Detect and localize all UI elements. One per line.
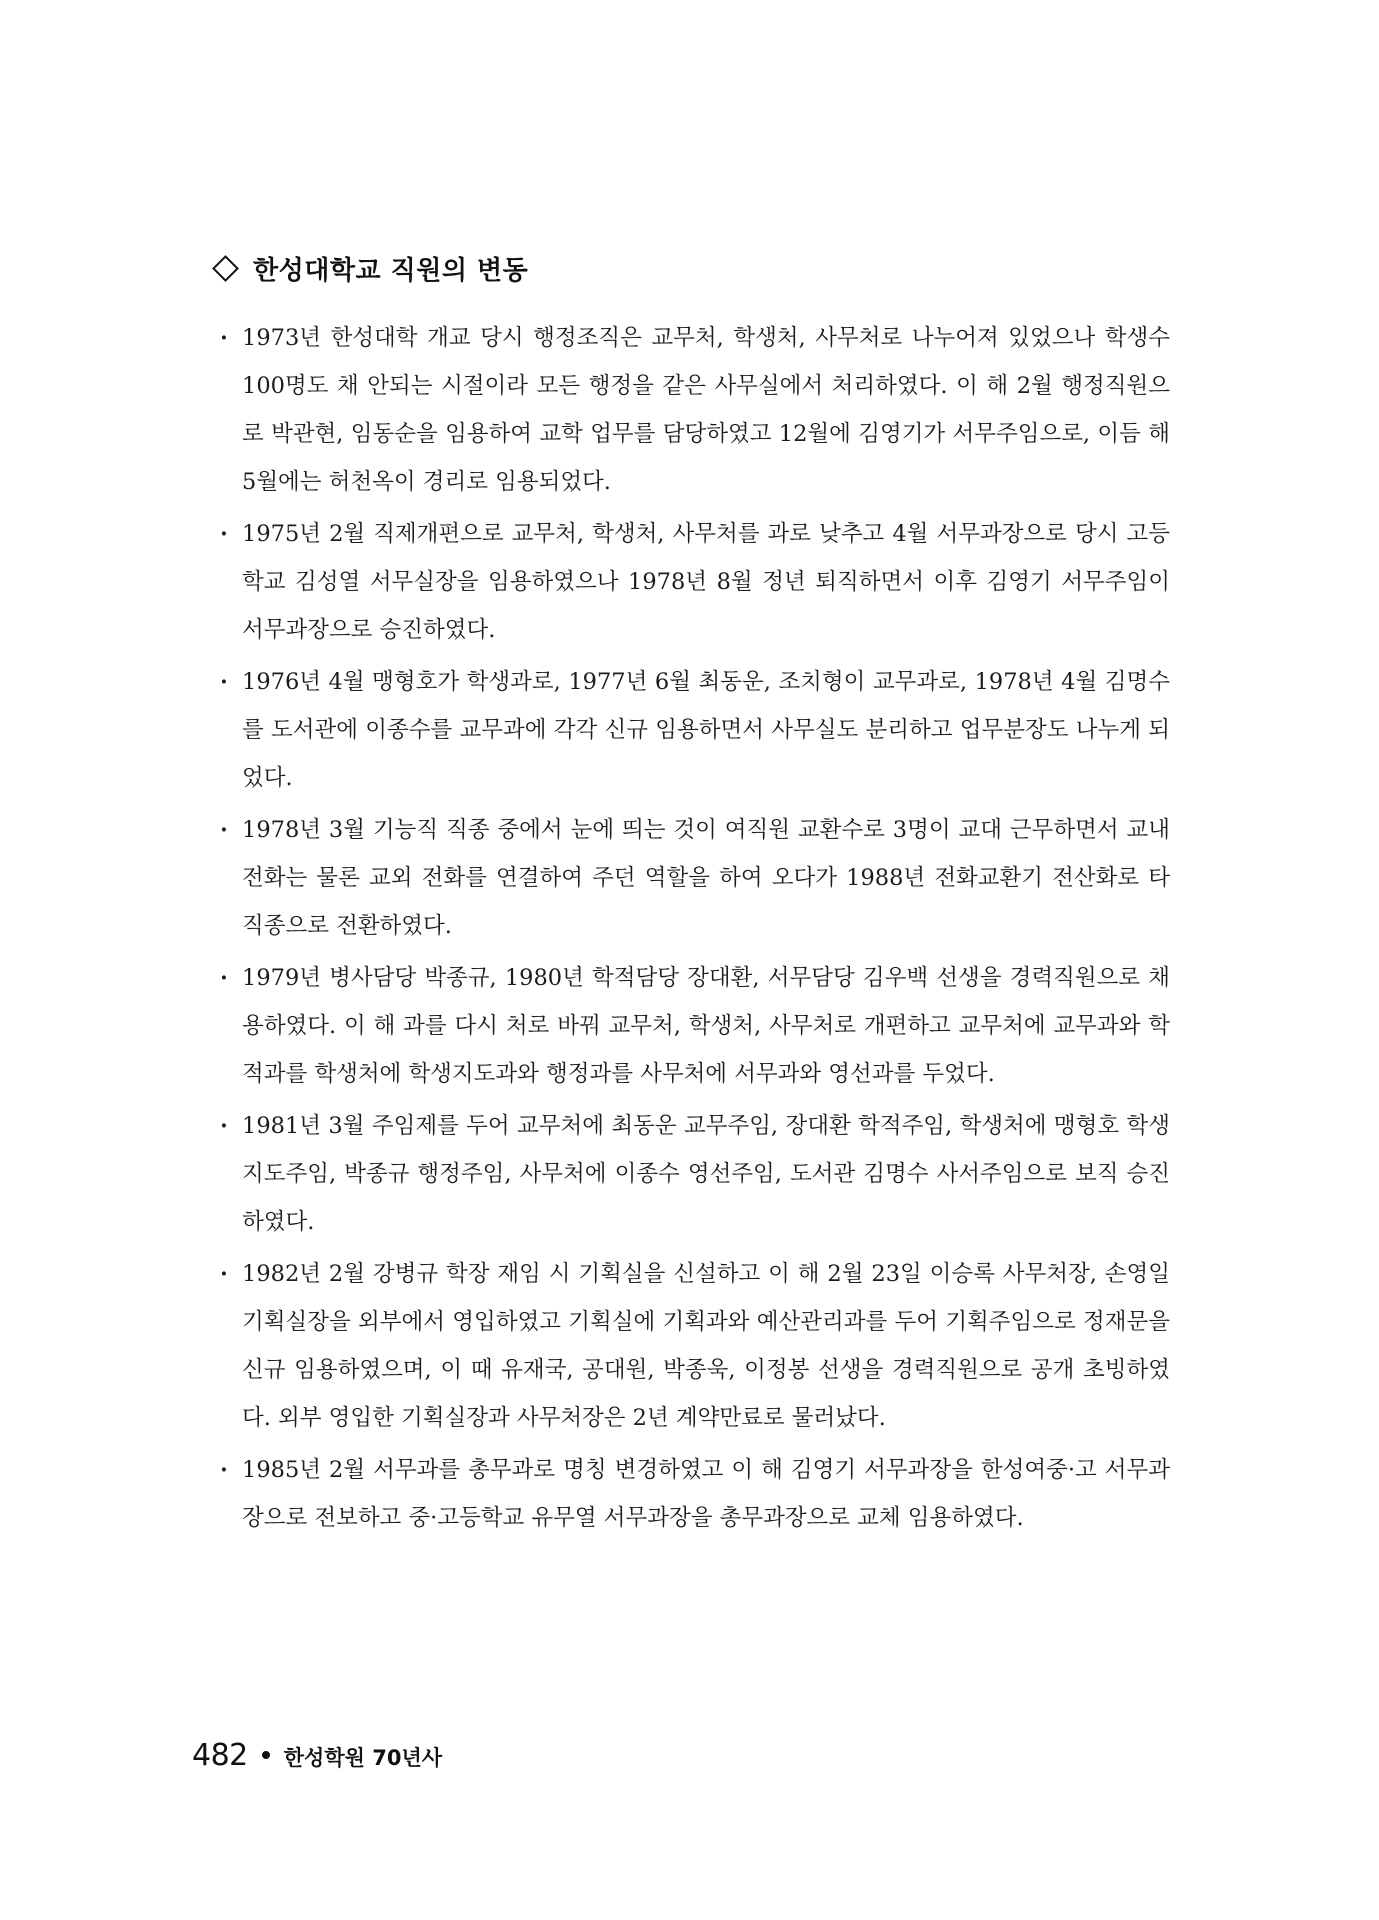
diamond-bullet-icon [212, 255, 239, 282]
book-title: 한성학원 70년사 [283, 1746, 443, 1770]
list-item: · 1979년 병사담당 박종규, 1980년 학적담당 장대환, 서무담당 김우백 선생을 경력직원으로 채용하였다. 이 해 과를 다시 처로 바꿔 교무처, 학생처, 사무처로 개편하고 교무처에 교무과와 학적과를 학생처에 학생지도과와 행정과를 사무처에 서무과와 영선과를 두었다. [218, 954, 1170, 1098]
list-item: · 1981년 3월 주임제를 두어 교무처에 최동운 교무주임, 장대환 학적주임, 학생처에 맹형호 학생지도주임, 박종규 행정주임, 사무처에 이종수 영선주임, 도서관 김명수 사서주임으로 보직 승진하였다. [218, 1102, 1170, 1246]
section-title: 한성대학교 직원의 변동 [253, 255, 529, 286]
page-number: 482 [192, 1738, 248, 1773]
list-item: · 1985년 2월 서무과를 총무과로 명칭 변경하였고 이 해 김영기 서무과장을 한성여중·고 서무과장으로 전보하고 중·고등학교 유무열 서무과장을 총무과장으로 교체 임용하였다. [218, 1446, 1170, 1542]
page-footer [192, 1738, 442, 1773]
section-heading [212, 250, 528, 287]
list-item: · 1976년 4월 맹형호가 학생과로, 1977년 6월 최동운, 조치형이 교무과로, 1978년 4월 김명수를 도서관에 이종수를 교무과에 각각 신규 임용하면서 사무실도 분리하고 업무분장도 나누게 되었다. [218, 658, 1170, 802]
list-item: · 1973년 한성대학 개교 당시 행정조직은 교무처, 학생처, 사무처로 나누어져 있었으나 학생수 100명도 채 안되는 시절이라 모든 행정을 같은 사무실에서 처리하였다. 이 해 2월 행정직원으로 박관현, 임동순을 임용하여 교학 업무를 담당하였고 12월에 김영기가 서무주임으로, 이듬 해 5월에는 허천옥이 경리로 임용되었다. [218, 314, 1170, 506]
list-item: · 1975년 2월 직제개편으로 교무처, 학생처, 사무처를 과로 낮추고 4월 서무과장으로 당시 고등학교 김성열 서무실장을 임용하였으나 1978년 8월 정년 퇴직하면서 이후 김영기 서무주임이 서무과장으로 승진하였다. [218, 510, 1170, 654]
list-item: · 1978년 3월 기능직 직종 중에서 눈에 띄는 것이 여직원 교환수로 3명이 교대 근무하면서 교내 전화는 물론 교외 전화를 연결하여 주던 역할을 하여 오다가 1988년 전화교환기 전산화로 타 직종으로 전환하였다. [218, 806, 1170, 950]
list-item: · 1982년 2월 강병규 학장 재임 시 기획실을 신설하고 이 해 2월 23일 이승록 사무처장, 손영일 기획실장을 외부에서 영입하였고 기획실에 기획과와 예산관리과를 두어 기획주임으로 정재문을 신규 임용하였으며, 이 때 유재국, 공대원, 박종욱, 이정봉 선생을 경력직원으로 공개 초빙하였다. 외부 영입한 기획실장과 사무처장은 2년 계약만료로 물러났다. [218, 1250, 1170, 1442]
separator-dot-icon [262, 1751, 270, 1759]
paragraph-list [218, 314, 1170, 1546]
